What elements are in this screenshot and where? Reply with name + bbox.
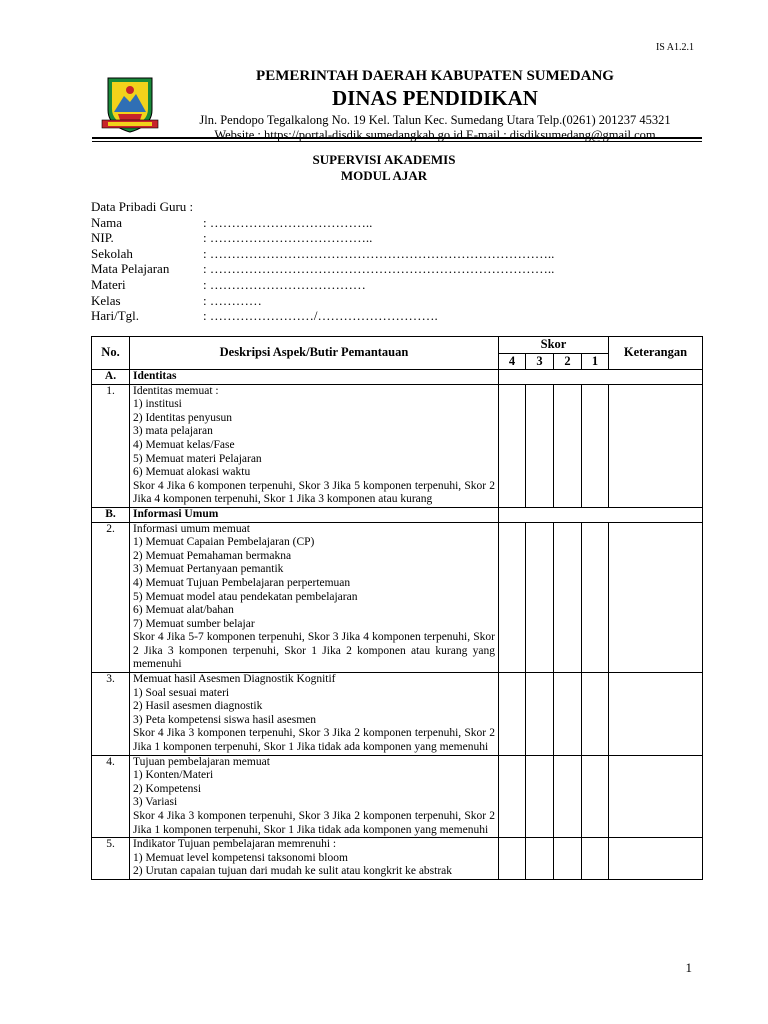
remarks-cell[interactable] [609, 522, 703, 673]
list-item: 1) Konten/Materi [133, 769, 214, 782]
row-description [130, 522, 499, 673]
score-cell-1[interactable] [581, 673, 608, 756]
remarks-cell[interactable] [609, 384, 703, 507]
list-item: 3) Memuat Pertanyaan pemantik [133, 563, 284, 576]
row-lead: Indikator Tujuan pembelajaran memrenuhi : [133, 838, 337, 851]
field-hari-tgl[interactable] [91, 308, 554, 324]
field-value: : ………… [203, 292, 262, 308]
letterhead-divider [92, 137, 702, 139]
header-remarks: Keterangan [609, 337, 703, 370]
section-title: Informasi Umum [130, 507, 499, 522]
supervision-table [91, 336, 703, 880]
score-cell-4[interactable] [498, 384, 525, 507]
field-materi[interactable] [91, 277, 554, 293]
field-label: NIP. [91, 230, 114, 246]
score-cell-3[interactable] [525, 755, 553, 838]
field-value: : …………………………………………………………………….. [203, 245, 555, 261]
row-lead: Memuat hasil Asesmen Diagnostik Kognitif [133, 673, 336, 686]
list-item: 4) Memuat kelas/Fase [133, 438, 235, 451]
field-nama[interactable] [91, 215, 554, 231]
field-sekolah[interactable] [91, 246, 554, 262]
section-number: A. [92, 370, 130, 385]
score-cell-4[interactable] [498, 755, 525, 838]
scoring-rule: Skor 4 Jika 6 komponen terpenuhi, Skor 3 Jika 5 komponen terpenuhi, Skor 2 Jika 4 komponen terpenuhi, Skor 1 Jika 3 komponen atau kurang [133, 479, 495, 506]
list-item: 1) Soal sesuai materi [133, 686, 230, 699]
score-cell-1[interactable] [581, 522, 608, 673]
agency-name: DINAS PENDIDIKAN [332, 86, 538, 111]
row-lead: Identitas memuat : [133, 384, 219, 397]
section-filler [498, 370, 702, 385]
list-item: 2) Memuat Pemahaman bermakna [133, 549, 292, 562]
list-item: 5) Memuat model atau pendekatan pembelajaran [133, 590, 358, 603]
score-cell-2[interactable] [553, 522, 581, 673]
table-row [92, 384, 703, 507]
score-cell-1[interactable] [581, 755, 608, 838]
row-number: 2. [92, 522, 130, 673]
row-description [130, 673, 499, 756]
row-lead: Informasi umum memuat [133, 522, 250, 535]
title-line-1: SUPERVISI AKADEMIS [312, 152, 456, 167]
score-cell-1[interactable] [581, 384, 608, 507]
remarks-cell[interactable] [609, 838, 703, 880]
field-mata-pelajaran[interactable] [91, 261, 554, 277]
row-number: 3. [92, 673, 130, 756]
list-item: 3) Variasi [133, 796, 178, 809]
list-item: 1) institusi [133, 398, 182, 411]
document-code: IS A1.2.1 [655, 42, 694, 53]
letterhead-divider-thin [92, 141, 702, 142]
table-row [92, 673, 703, 756]
field-nip[interactable] [91, 230, 554, 246]
section-filler [498, 507, 702, 522]
letterhead [170, 68, 700, 142]
teacher-data [91, 199, 554, 324]
score-cell-2[interactable] [553, 384, 581, 507]
title-line-2: MODUL AJAR [340, 168, 428, 184]
list-item: 6) Memuat alokasi waktu [133, 466, 251, 479]
scoring-rule: Skor 4 Jika 3 komponen terpenuhi, Skor 3 Jika 2 komponen terpenuhi, Skor 2 Jika 1 komponen terpenuhi, Skor 1 Jika tidak ada komponen yang memenuhi [133, 727, 495, 754]
table-row [92, 522, 703, 673]
list-item: 2) Kompetensi [133, 782, 202, 795]
score-cell-4[interactable] [498, 838, 525, 880]
teacher-data-heading: Data Pribadi Guru : [91, 199, 194, 214]
row-number: 4. [92, 755, 130, 838]
scoring-rule: Skor 4 Jika 5-7 komponen terpenuhi, Skor 3 Jika 4 komponen terpenuhi, Skor 2 Jika 3 komponen terpenuhi, Skor 1 Jika 2 komponen atau kurang yang memenuhi [133, 631, 495, 671]
list-item: 2) Identitas penyusun [133, 411, 233, 424]
score-cell-3[interactable] [525, 384, 553, 507]
list-item: 5) Memuat materi Pelajaran [133, 452, 262, 465]
row-lead: Tujuan pembelajaran memuat [133, 755, 270, 768]
header-description: Deskripsi Aspek/Butir Pemantauan [130, 337, 499, 370]
list-item: 3) Peta kompetensi siswa hasil asesmen [133, 713, 317, 726]
row-description [130, 755, 499, 838]
field-value: : ……………………………… [203, 276, 366, 292]
agency-address: Jln. Pendopo Tegalkalong No. 19 Kel. Talun Kec. Sumedang Utara Telp.(0261) 201237 45321 [199, 113, 671, 128]
agency-contact: Website : https://portal-disdik.sumedangkab.go.id E-mail : disdiksumedang@gmail.com [214, 127, 656, 142]
section-row-a [92, 370, 703, 385]
table-row [92, 838, 703, 880]
field-label: Mata Pelajaran [91, 261, 170, 277]
field-label: Sekolah [91, 245, 133, 261]
field-label: Materi [91, 276, 126, 292]
field-value: : …………………………………………………………………….. [203, 261, 555, 277]
row-number: 1. [92, 384, 130, 507]
field-value: : ……………………………….. [203, 230, 373, 246]
field-label: Kelas [91, 292, 121, 308]
header-score-4: 4 [498, 354, 525, 370]
score-cell-1[interactable] [581, 838, 608, 880]
row-description [130, 838, 499, 880]
section-title: Identitas [130, 370, 499, 385]
page-number: 1 [685, 960, 692, 975]
scoring-rule: Skor 4 Jika 3 komponen terpenuhi, Skor 3 Jika 2 komponen terpenuhi, Skor 2 Jika 1 komponen terpenuhi, Skor 1 Jika tidak ada komponen yang memenuhi [133, 810, 495, 836]
section-number: B. [92, 507, 130, 522]
row-description [130, 384, 499, 507]
header-no: No. [92, 337, 130, 370]
list-item: 1) Memuat Capaian Pembelajaran (CP) [133, 536, 315, 549]
field-value: : ……………………/………………………. [203, 308, 438, 324]
table-row [92, 755, 703, 838]
list-item: 3) mata pelajaran [133, 425, 213, 438]
list-item: 4) Memuat Tujuan Pembelajaran perpertemuan [133, 576, 351, 589]
document-title [0, 152, 768, 185]
field-label: Hari/Tgl. [91, 308, 140, 324]
score-cell-2[interactable] [553, 838, 581, 880]
remarks-cell[interactable] [609, 755, 703, 838]
remarks-cell[interactable] [609, 673, 703, 756]
list-item: 2) Hasil asesmen diagnostik [133, 700, 263, 713]
score-cell-3[interactable] [525, 673, 553, 756]
section-row-b [92, 507, 703, 522]
list-item: 7) Memuat sumber belajar [133, 617, 255, 630]
header-score-3: 3 [525, 354, 553, 370]
score-cell-2[interactable] [553, 673, 581, 756]
sumedang-regency-emblem [100, 74, 160, 136]
row-number: 5. [92, 838, 130, 880]
score-cell-3[interactable] [525, 838, 553, 880]
list-item: 2) Urutan capaian tujuan dari mudah ke sulit atau kongkrit ke abstrak [133, 865, 453, 878]
header-score: Skor [498, 337, 608, 354]
list-item: 1) Memuat level kompetensi taksonomi bloom [133, 851, 348, 864]
header-score-2: 2 [553, 354, 581, 370]
list-item: 6) Memuat alat/bahan [133, 604, 234, 617]
field-label: Nama [91, 214, 123, 230]
score-cell-2[interactable] [553, 755, 581, 838]
score-cell-4[interactable] [498, 673, 525, 756]
government-name: PEMERINTAH DAERAH KABUPATEN SUMEDANG [256, 68, 614, 84]
field-kelas[interactable] [91, 293, 554, 309]
score-cell-4[interactable] [498, 522, 525, 673]
header-score-1: 1 [581, 354, 608, 370]
field-value: : ……………………………….. [203, 214, 373, 230]
score-cell-3[interactable] [525, 522, 553, 673]
